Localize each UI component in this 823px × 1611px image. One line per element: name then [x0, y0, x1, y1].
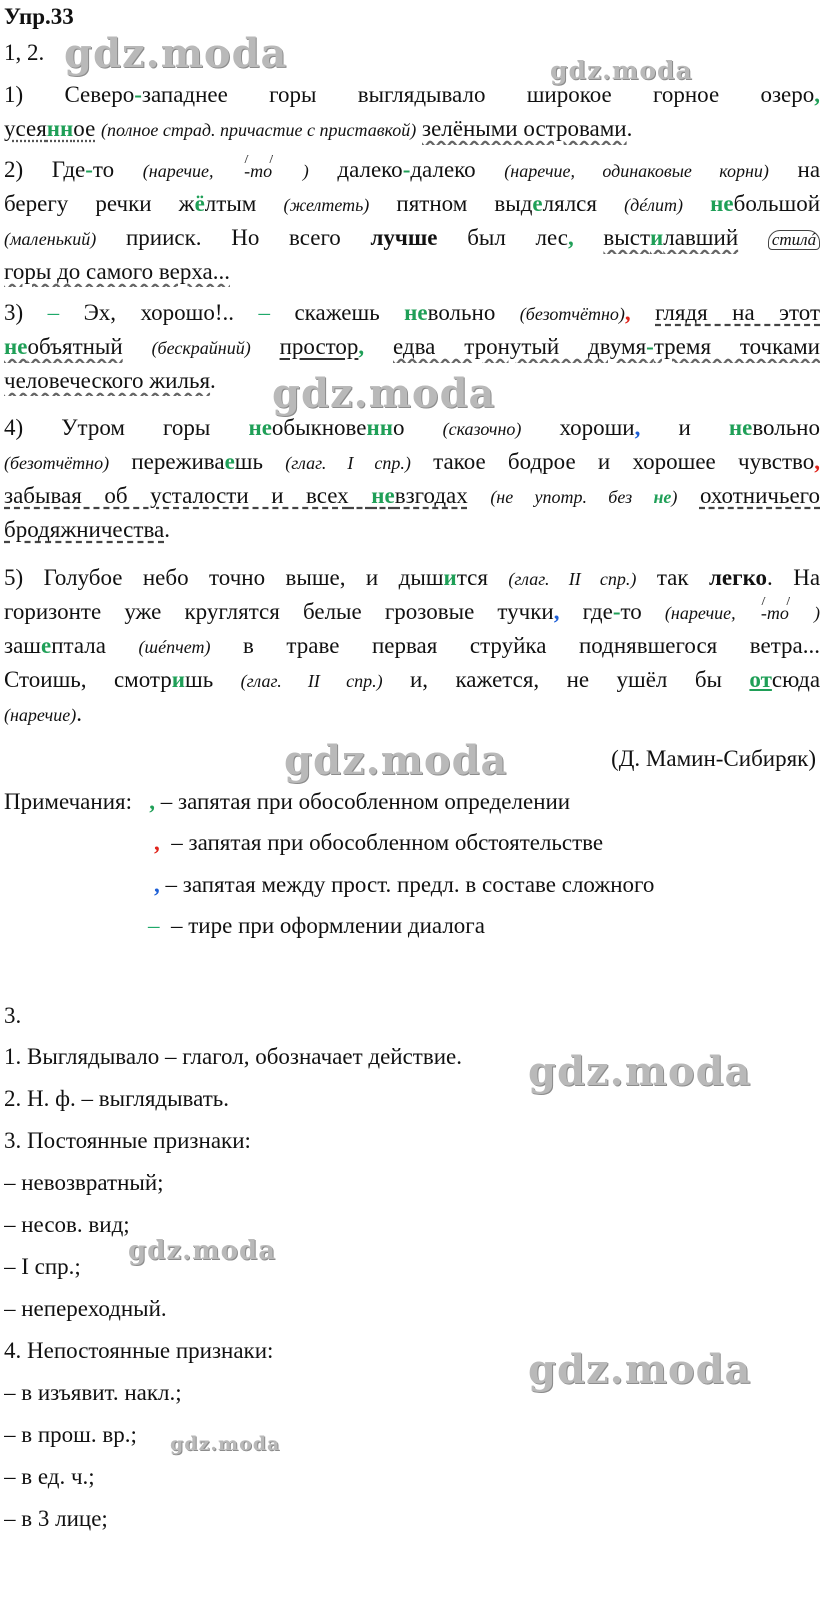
notes-row-2: , – запятая при обособленном обстоятельстве [154, 830, 604, 855]
analysis-line-5: – несов. вид; [4, 1212, 130, 1237]
notes-row-3: , – запятая между прост. предл. в составе сложного [154, 872, 655, 897]
notes-row-4: – – тире при оформлении диалога [148, 913, 485, 938]
text-line-2: усеянное (полное страд. причастие с приставкой) зелёными островами. [4, 116, 633, 141]
analysis-line-10: – в прош. вр.; [4, 1422, 137, 1447]
analysis-line-2: 2. Н. ф. – выглядывать. [4, 1086, 230, 1111]
watermark-logo: gdz.moda [128, 1236, 277, 1266]
text-line-15: горизонте уже круглятся белые грозовые тучки, где-то (наречие, -то ) [4, 597, 820, 628]
text-line-1: 1) Северо-западнее горы выглядывало широкое горное озеро, [4, 82, 820, 107]
text-line-17: Стоишь, смотришь (глаг. II спр.) и, кажется, не ушёл бы отсюда [4, 667, 820, 692]
text-line-6: горы до самого верха... [4, 259, 230, 284]
suffix-mark-icon: -то [759, 598, 791, 628]
watermark-logo: gdz.moda [272, 370, 496, 417]
text-line-9: человеческого жилья. [4, 368, 216, 393]
text-line-12: забывая об усталости и всех невзгодах (не употр. без не) охотничьего [4, 483, 820, 508]
text-line-18: (наречие). [4, 701, 82, 726]
text-line-13: бродяжничества. [4, 517, 170, 542]
text-line-11: (безотчётно) переживаешь (глаг. I спр.) такое бодрое и хорошее чувство, [4, 449, 820, 474]
watermark-logo: gdz.moda [284, 737, 508, 784]
analysis-line-11: – в ед. ч.; [4, 1464, 95, 1489]
suffix-mark-icon: -то [242, 156, 274, 186]
notes-row-1: Примечания: , – запятая при обособленном определении [4, 789, 571, 814]
note-mark-red-comma: , [154, 830, 160, 855]
task-number-3: 3. [4, 1003, 22, 1028]
text-line-5: (маленький) прииск. Но всего лучше был лес, выстилавший стилá [4, 223, 820, 254]
exercise-title: Упр.33 [4, 4, 74, 29]
watermark-logo: gdz.moda [550, 56, 693, 85]
analysis-line-12: – в 3 лице; [4, 1506, 108, 1531]
note-mark-green-comma: , [149, 789, 155, 814]
analysis-line-4: – невозвратный; [4, 1170, 164, 1195]
watermark-logo: gdz.moda [170, 1433, 281, 1455]
text-line-7: 3) – Эх, хорошо!.. – скажешь невольно (безотчётно), глядя на этот [4, 300, 820, 325]
analysis-line-3: 3. Постоянные признаки: [4, 1128, 251, 1153]
analysis-line-6: – I спр.; [4, 1254, 81, 1279]
text-line-10: 4) Утром горы необыкновенно (сказочно) хороши, и невольно [4, 415, 820, 440]
text-line-16: зашептала (шéпчет) в траве первая струйка поднявшегося ветра... [4, 633, 820, 658]
notes-label: Примечания: [4, 789, 132, 814]
note-mark-blue-comma: , [154, 872, 160, 897]
watermark-logo: gdz.moda [528, 1048, 752, 1095]
analysis-line-9: – в изъявит. накл.; [4, 1380, 182, 1405]
text-line-14: 5) Голубое небо точно выше, и дышится (глаг. II спр.) так легко. На [4, 565, 820, 590]
author-attribution: (Д. Мамин-Сибиряк) [611, 746, 816, 771]
text-line-4: берегу речки жёлтым (желтеть) пятном выделялся (дéлит) небольшой [4, 191, 820, 216]
task-number-1-2: 1, 2. [4, 40, 45, 65]
text-line-3: 2) Где-то (наречие, -то ) далеко-далеко (наречие, одинаковые корни) на [4, 155, 820, 186]
analysis-line-1: 1. Выглядывало – глагол, обозначает действие. [4, 1044, 462, 1069]
watermark-logo: gdz.moda [64, 30, 288, 77]
watermark-logo: gdz.moda [528, 1346, 752, 1393]
text-line-8: необъятный (бескрайний) простор, едва тронутый двумя-тремя точками [4, 334, 820, 359]
root-mark-icon: стилá [768, 230, 820, 250]
analysis-line-7: – непереходный. [4, 1296, 167, 1321]
analysis-line-8: 4. Непостоянные признаки: [4, 1338, 274, 1363]
note-mark-dash: – [148, 913, 160, 938]
